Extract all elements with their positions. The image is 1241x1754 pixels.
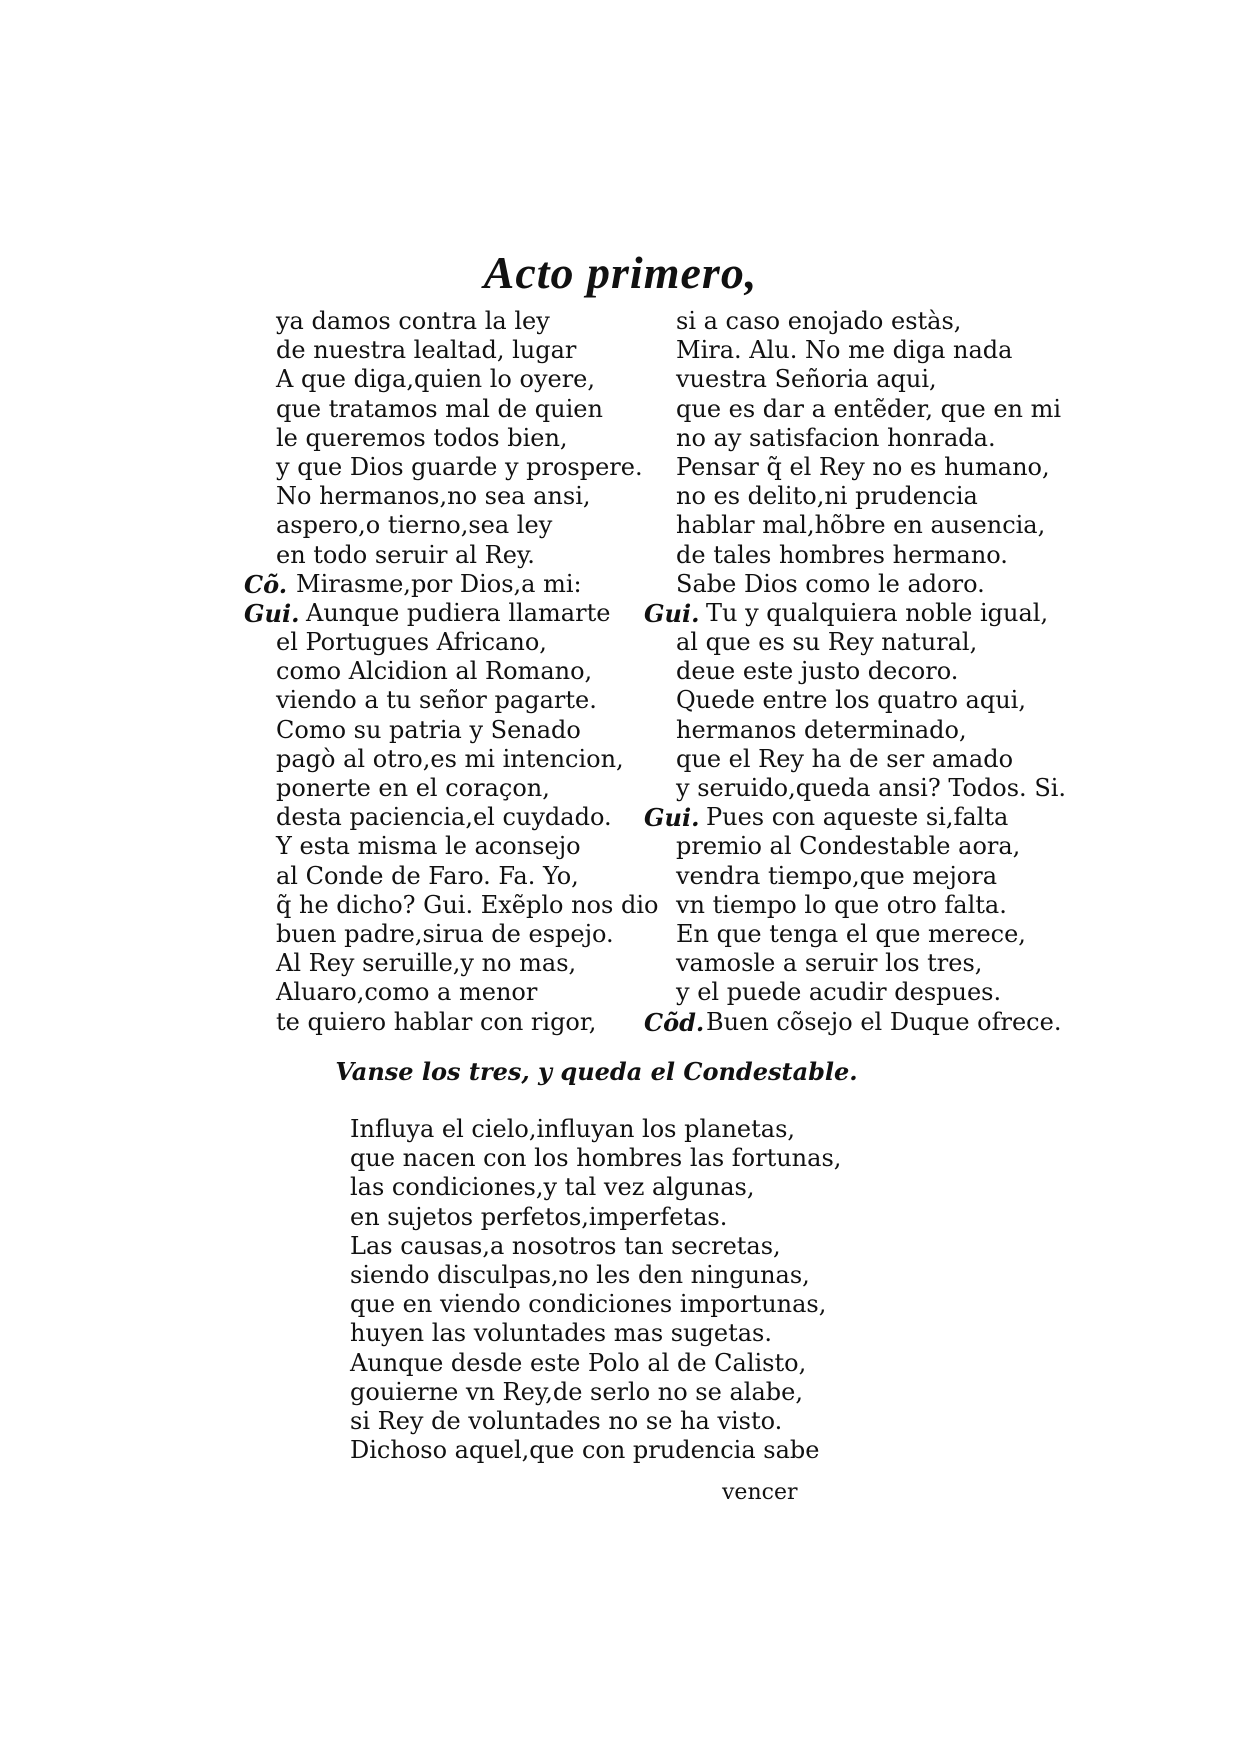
sonnet-line: si Rey de voluntades no se ha visto. <box>350 1406 783 1435</box>
verse-text: Sabe Dios como le adoro. <box>676 569 985 598</box>
sonnet-line: las condiciones,y tal vez algunas, <box>350 1173 755 1202</box>
sonnet-line: huyen las voluntades mas sugetas. <box>350 1319 773 1348</box>
verse-text: y el puede acudir despues. <box>676 978 1002 1007</box>
speaker-label: Gui. <box>644 598 700 628</box>
verse-text: de nuestra lealtad, lugar <box>276 336 577 365</box>
verse-text: deue este justo decoro. <box>676 657 959 686</box>
verse-text: en todo seruir al Rey. <box>276 540 535 569</box>
sonnet-line: Dichoso aquel,que con prudencia sabe <box>350 1436 820 1465</box>
sonnet-line: Aunque desde este Polo al de Calisto, <box>350 1348 807 1377</box>
verse-text: vamosle a seruir los tres, <box>676 949 983 978</box>
verse-text: hermanos determinado, <box>676 715 967 744</box>
verse-text: q̃ he dicho? Gui. Exẽplo nos dio <box>276 890 659 919</box>
verse-text: vendra tiempo,que mejora <box>676 861 997 890</box>
verse-text: vuestra Señoria aqui, <box>676 365 937 394</box>
sonnet-line: en sujetos perfetos,imperfetas. <box>350 1202 728 1231</box>
sonnet-line: gouierne vn Rey,de serlo no se alabe, <box>350 1377 803 1406</box>
verse-text: Buen cõsejo el Duque ofrece. <box>706 1007 1062 1036</box>
verse-text: Tu y qualquiera noble igual, <box>706 598 1049 627</box>
verse-text: Aunque pudiera llamarte <box>306 598 611 627</box>
verse-text: En que tenga el que merece, <box>676 919 1026 948</box>
verse-text: no es delito,ni prudencia <box>676 482 978 511</box>
verse-text: pagò al otro,es mi intencion, <box>276 744 624 773</box>
stage-direction <box>0 1057 1241 1086</box>
verse-text: y seruido,queda ansi? Todos. Si. <box>676 774 1067 802</box>
sonnet-line: Influya el cielo,influyan los planetas, <box>350 1115 796 1143</box>
page-header: Acto primero, <box>483 247 758 298</box>
verse-text: desta paciencia,el cuydado. <box>276 803 612 832</box>
verse-text: Quede entre los quatro aqui, <box>676 686 1026 715</box>
verse-text: vn tiempo lo que otro falta. <box>676 890 1007 919</box>
verse-text: Mirasme,por Dios,a mi: <box>296 569 582 598</box>
verse-text: Como su patria y Senado <box>276 715 581 744</box>
verse-text: Aluaro,como a menor <box>276 978 538 1007</box>
verse-text: te quiero hablar con rigor, <box>276 1007 597 1036</box>
verse-text: hablar mal,hõbre en ausencia, <box>676 511 1046 540</box>
verse-text: de tales hombres hermano. <box>676 540 1008 569</box>
verse-text: al Conde de Faro. Fa. Yo, <box>276 861 579 890</box>
catchword: vencer <box>722 1480 798 1505</box>
speaker-label: Cõ. <box>244 569 288 599</box>
verse-text: que tratamos mal de quien <box>276 394 603 423</box>
verse-text: buen padre,sirua de espejo. <box>276 919 614 948</box>
sonnet-line: que nacen con los hombres las fortunas, <box>350 1144 842 1173</box>
verse-text: no ay satisfacion honrada. <box>676 423 996 452</box>
sonnet-block <box>350 1115 841 1465</box>
verse-text: el Portugues Africano, <box>276 628 547 657</box>
verse-text: que el Rey ha de ser amado <box>676 744 1014 773</box>
verse-text: No hermanos,no sea ansi, <box>276 482 591 511</box>
verse-text: como Alcidion al Romano, <box>276 657 593 686</box>
verse-text: y que Dios guarde y prospere. <box>276 452 643 481</box>
speaker-label: Cõd. <box>644 1007 705 1037</box>
verse-text: que es dar a entẽder, que en mi <box>676 394 1062 423</box>
verse-text: ponerte en el coraçon, <box>276 774 550 802</box>
verse-text: Y esta misma le aconsejo <box>276 832 581 861</box>
verse-text: ya damos contra la ley <box>276 307 550 335</box>
verse-text: A que diga,quien lo oyere, <box>276 365 596 394</box>
verse-text: viendo a tu señor pagarte. <box>276 686 597 715</box>
verse-text: premio al Condestable aora, <box>676 832 1021 861</box>
speaker-label: Gui. <box>244 598 300 628</box>
sonnet-line: siendo disculpas,no les den ningunas, <box>350 1260 810 1289</box>
sonnet-line: Las causas,a nosotros tan secretas, <box>350 1231 781 1260</box>
verse-text: Pues con aqueste si,falta <box>706 803 1009 832</box>
sonnet-line: que en viendo condiciones importunas, <box>350 1290 827 1319</box>
verse-text: al que es su Rey natural, <box>676 628 978 657</box>
verse-text: aspero,o tierno,sea ley <box>276 511 553 540</box>
verse-text: Mira. Alu. No me diga nada <box>676 336 1013 365</box>
verse-text: le queremos todos bien, <box>276 423 568 452</box>
speaker-label: Gui. <box>644 803 700 833</box>
verse-text: si a caso enojado estàs, <box>676 307 962 335</box>
stage-direction-text: Vanse los tres, y queda el Condestable. <box>335 1057 858 1086</box>
verse-text: Al Rey seruille,y no mas, <box>276 949 577 978</box>
verse-text: Pensar q̃ el Rey no es humano, <box>676 452 1050 481</box>
